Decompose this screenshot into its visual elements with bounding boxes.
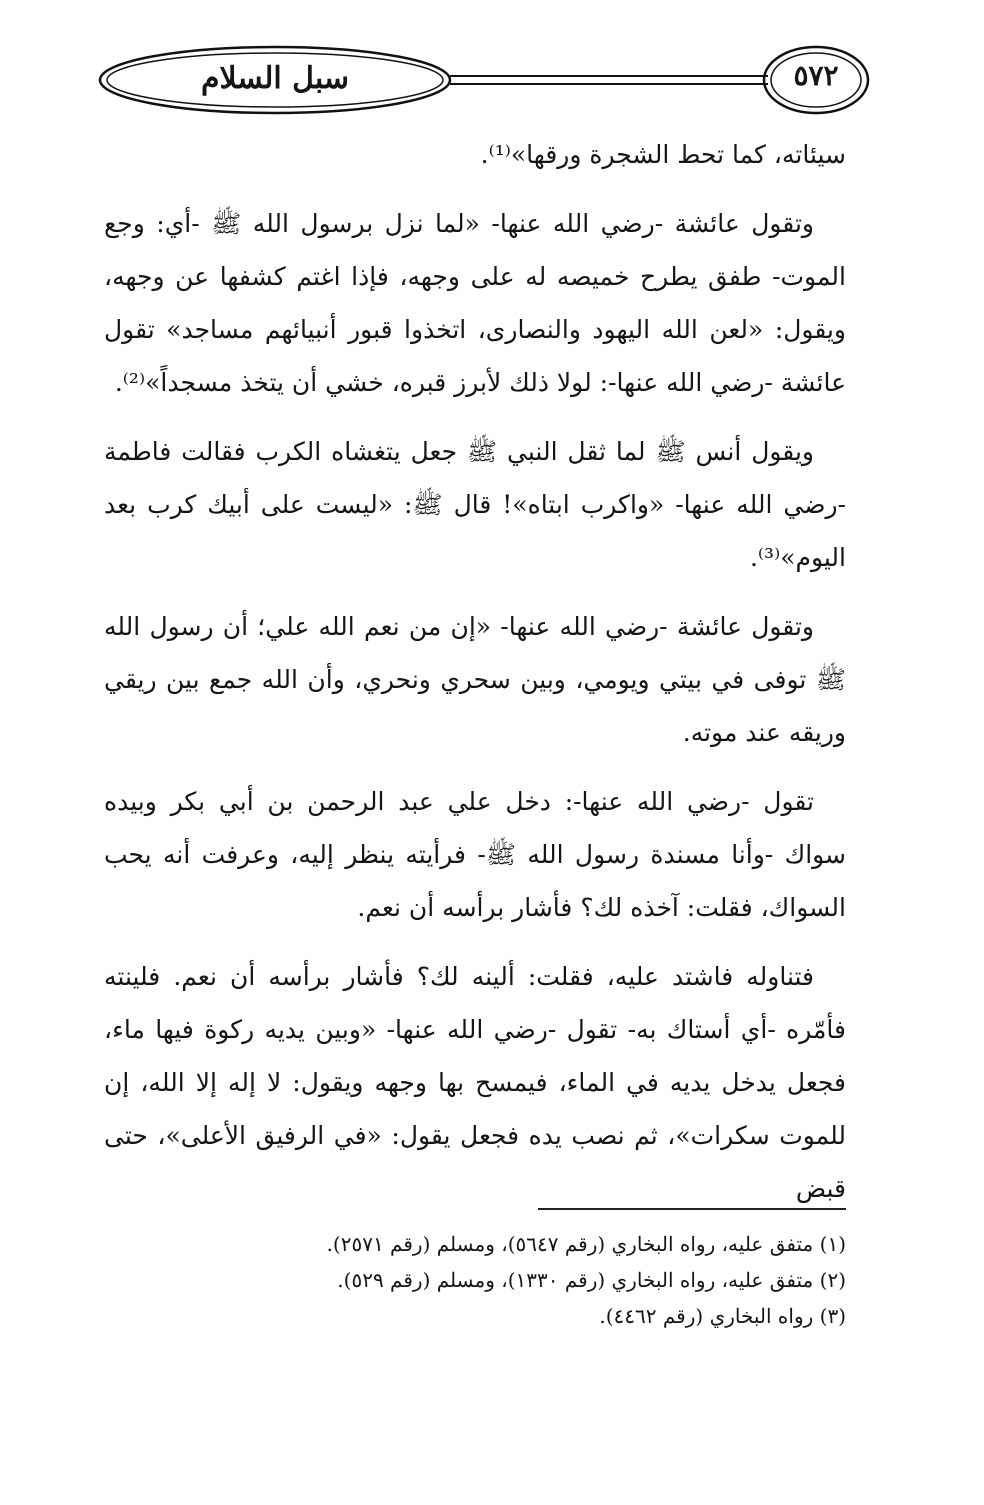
paragraph: سيئاته، كما تحط الشجرة ورقها»⁽¹⁾. [480,140,846,169]
footnote: (١) متفق عليه، رواه البخاري (رقم ٥٦٤٧)، ومسلم (رقم ٢٥٧١). [326,1232,846,1256]
book-title: سبل السلام [200,61,350,96]
footnotes [104,1226,846,1334]
paragraph: تقول -رضي الله عنها-: دخل علي عبد الرحمن بن أبي بكر وبيده سواك -وأنا مسندة رسول الله ﷺ- فرأيته ينظر إليه، وعرفت أنه يحب السواك، فقلت: آخذه لك؟ فأشار برأسه أن نعم. [104,787,846,922]
page-number: ٥٧٢ [793,59,839,92]
page-header [95,40,875,120]
footnote: (٢) متفق عليه، رواه البخاري (رقم ١٣٣٠)، ومسلم (رقم ٥٢٩). [337,1268,846,1292]
paragraph: وتقول عائشة -رضي الله عنها- «إن من نعم الله علي؛ أن رسول الله ﷺ توفى في بيتي ويومي، وبين سحري ونحري، وأن الله جمع بين ريقي وريقه عند موته. [104,612,846,747]
main-text [104,128,846,1231]
paragraph: فتناوله فاشتد عليه، فقلت: ألينه لك؟ فأشار برأسه أن نعم. فلينته فأمّره -أي أستاك به- تقول -رضي الله عنها- «وبين يديه ركوة فيها ماء، فجعل يدخل يديه في الماء، فيمسح بها وجهه ويقول: لا إله إلا الله، إن للموت سكرات»، ثم نصب يده فجعل يقول: «في الرفيق الأعلى»، حتى قبض [104,962,846,1203]
paragraph: وتقول عائشة -رضي الله عنها- «لما نزل برسول الله ﷺ -أي: وجع الموت- طفق يطرح خميصه له على وجهه، فإذا اغتم كشفها عن وجهه، ويقول: «لعن الله اليهود والنصارى، اتخذوا قبور أنبيائهم مساجد» تقول عائشة -رضي الله عنها-: لولا ذلك لأبرز قبره، خشي أن يتخذ مسجداً»⁽²⁾. [104,209,846,397]
paragraph: ويقول أنس ﷺ لما ثقل النبي ﷺ جعل يتغشاه الكرب فقالت فاطمة -رضي الله عنها- «واكرب ابتاه»! قال ﷺ: «ليست على أبيك كرب بعد اليوم»⁽³⁾. [104,437,846,572]
footnote: (٣) رواه البخاري (رقم ٤٤٦٢). [599,1304,846,1328]
footnote-divider [538,1208,846,1210]
